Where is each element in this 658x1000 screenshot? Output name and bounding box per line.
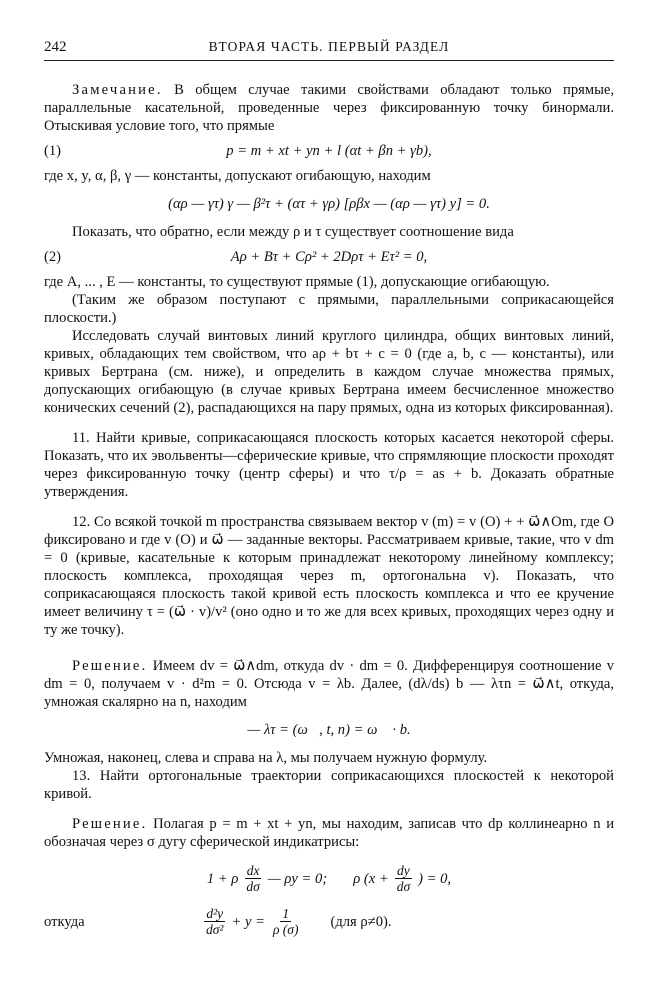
multiply-paragraph: Умножая, наконец, слева и справа на λ, мы получаем нужную формулу. (44, 750, 488, 766)
solution-13 (44, 815, 614, 851)
solution-12 (44, 657, 614, 711)
final-equation-line (44, 906, 614, 937)
system-left-post: — ρy = 0; (267, 870, 328, 887)
fraction-numerator: dx (246, 863, 260, 878)
trajectory-system (44, 863, 614, 894)
solution-12-equation: — λτ = (ω⃗, t, n) = ω⃗ · b. (247, 722, 411, 738)
equation-2-body: Aρ + Bτ + Cρ² + 2Dρτ + Eτ² = 0, (230, 249, 428, 265)
fraction-one-over-rho (271, 906, 301, 937)
remark-lead: Замечание. (72, 82, 163, 98)
equation-2-number: (2) (44, 249, 62, 265)
final-plus-y: + y = (231, 913, 265, 930)
remark-paragraph (44, 81, 614, 135)
equation-1 (44, 142, 614, 160)
osculating-note-paragraph: (Таким же образом поступают с прямыми, параллельными соприкасающейся плоскости.) (44, 292, 614, 326)
system-right-pre: ρ (x + (353, 870, 389, 887)
fraction-numerator: d²y (206, 906, 224, 921)
fraction-numerator: 1 (282, 906, 290, 921)
equation-1-body: p = m + xt + yn + l (αt + βn + γb), (226, 143, 432, 159)
fraction-d2y-dsigma2 (204, 906, 225, 937)
constants-paragraph: где x, y, α, β, γ — константы, допускают огибающую, находим (44, 168, 431, 184)
page-number: 242 (44, 39, 67, 55)
running-title: ВТОРАЯ ЧАСТЬ. ПЕРВЫЙ РАЗДЕЛ (208, 39, 450, 54)
equation-1-number: (1) (44, 143, 62, 159)
solution-12-text: Имеем dv = ω⃗∧dm, откуда dv · dm = 0. Дифференцируя соотношение v dm = 0, получаем v · d²m = 0. Отсюда v = λb. Далее, (dλ/ds) b — λτn = ω⃗∧t, откуда, умножая скалярно на n, находим (44, 658, 614, 710)
page-header (44, 38, 614, 61)
remark-text: В общем случае такими свойствами обладают только прямые, параллельные касательной, проведенные через фиксированную точку бинормали. Отыскивая условие того, что прямые (44, 82, 614, 134)
investigate-paragraph: Исследовать случай винтовых линий круглого цилиндра, общих винтовых линий, кривых, обладающих тем свойством, что aρ + bτ + c = 0 (где a, b, c — константы), или кривых Бертрана (см. ниже), и определить в каждом случае множества прямых, допускающих огибающую (в случае кривых Бертрана имеем бесчисленное множество конических сечений (2), распадающихся на пару прямых, одна из которых фиксированная). (44, 328, 614, 416)
solution-12-lead: Решение. (72, 658, 148, 674)
word-otkuda: откуда (44, 913, 85, 930)
fraction-denominator: dσ (396, 879, 411, 894)
fraction-dy-dsigma (395, 863, 412, 894)
final-equation (204, 906, 392, 937)
problem-12: 12. Со всякой точкой m пространства связываем вектор v (m) = v (O) + + ω⃗∧Om, где O фиксировано и где v (O) и ω⃗ — заданные векторы. Рассматриваем кривые, такие, что v dm = 0 (кривые, касательные к которым принадлежат некоторому линейному комплексу; плоскость комплекса, проходящая через m, ортогональна v). Показать, что соприкасающаяся плоскость такой кривой есть плоскость комплекса и что ее кручение имеет величину τ = (ω⃗ · v)/v² (оно одно и то же для всех кривых, проходящих через одну и ту же точку). (44, 514, 614, 638)
show-converse-paragraph: Показать, что обратно, если между ρ и τ существует соотношение вида (72, 224, 514, 240)
envelope-equation: (αρ — γτ) γ — β²τ + (ατ + γρ) [ρβx — (αρ — γτ) y] = 0. (168, 196, 490, 212)
fraction-numerator: dy (397, 863, 410, 878)
system-right-post: ) = 0, (418, 870, 452, 887)
equation-2 (44, 248, 614, 266)
problem-11: 11. Найти кривые, соприкасающаяся плоскость которых касается некоторой сферы. Показать, что их эвольвенты—сферические кривые, что спрямляющие плоскости проходят через фиксированную точку (центр сферы) и что τ/ρ = as + b. Доказать обратные утверждения. (44, 430, 614, 500)
final-condition: (для ρ≠0). (330, 913, 392, 930)
constants-ae-paragraph: где A, ... , E — константы, то существуют прямые (1), допускающие огибающую. (44, 274, 550, 290)
fraction-denominator: dσ² (206, 922, 224, 937)
system-left-pre: 1 + ρ (206, 870, 239, 887)
fraction-denominator: dσ (246, 879, 260, 894)
solution-13-lead: Решение. (72, 816, 148, 832)
fraction-dx-dsigma (244, 863, 261, 894)
fraction-denominator: ρ (σ) (272, 922, 299, 937)
problem-13: 13. Найти ортогональные траектории соприкасающихся плоскостей к некоторой кривой. (44, 768, 614, 802)
solution-13-text: Полагая p = m + xt + yn, мы находим, записав что dp коллинеарно n и обозначая через σ дугу сферической индикатрисы: (44, 816, 614, 850)
